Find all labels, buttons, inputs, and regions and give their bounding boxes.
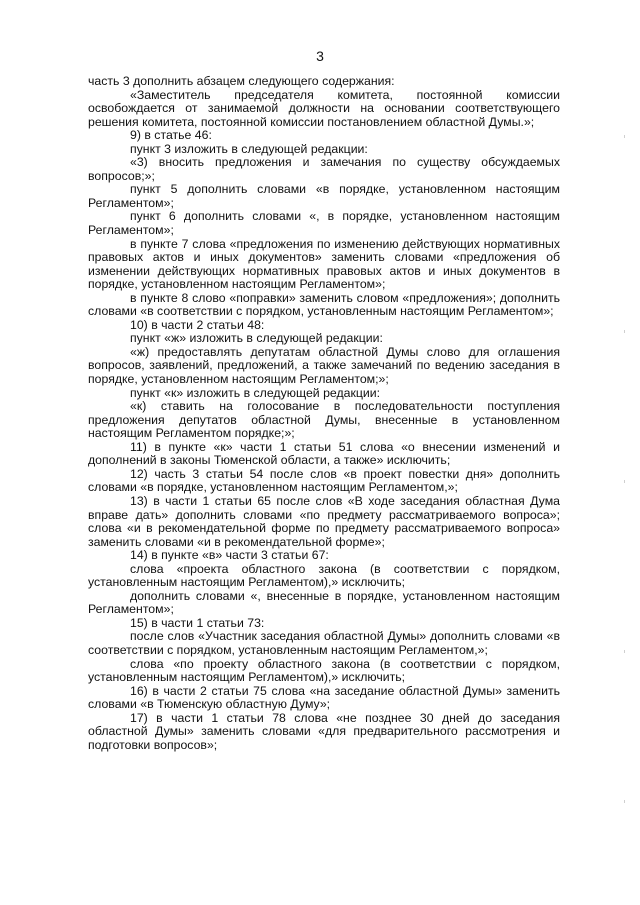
paragraph: пункт 5 дополнить словами «в порядке, установленном настоящим Регламентом»; xyxy=(88,182,560,210)
scan-edge-mark xyxy=(624,480,625,483)
page-number: 3 xyxy=(316,48,324,64)
paragraph: «3) вносить предложения и замечания по существу обсуждаемых вопросов;»; xyxy=(88,155,560,183)
scan-edge-mark xyxy=(624,800,625,803)
paragraph: «Заместитель председателя комитета, постоянной комиссии освобождается от занимаемой должности на основании соответствующего решения комитета, постоянной комиссии постановлением областной Думы.»; xyxy=(88,87,560,129)
paragraph: 11) в пункте «к» части 1 статьи 51 слова «о внесении изменений и дополнений в законы Тюменской области, а также» исключить; xyxy=(88,439,560,468)
paragraph: слова «проекта областного закона (в соответствии с порядком, установленным настоящим Регламентом),» исключить; xyxy=(88,561,560,590)
paragraph: пункт 6 дополнить словами «, в порядке, установленном настоящим Регламентом»; xyxy=(88,209,560,238)
paragraph: «к) ставить на голосование в последовательности поступления предложения депутатов областной Думы, внесенные в установленном настоящим Регламентом порядке;»; xyxy=(88,399,560,441)
paragraph: 15) в части 1 статьи 73: xyxy=(130,615,265,630)
document-body xyxy=(88,75,560,752)
paragraph: 12) часть 3 статьи 54 после слов «в проект повестки дня» дополнить словами «в порядке, установленном настоящим Регламентом,»; xyxy=(88,466,560,495)
paragraph: 17) в части 1 статьи 78 слова «не позднее 30 дней до заседания областной Думы» заменить словами «для предварительного рассмотрения и подготовки вопросов»; xyxy=(88,710,560,752)
paragraph: «ж) предоставлять депутатам областной Думы слово для оглашения вопросов, заявлений, предложений, а также замечаний по ведению заседания в порядке, установленном настоящим Регламентом;»; xyxy=(88,344,560,387)
paragraph: пункт «к» изложить в следующей редакции: xyxy=(130,385,381,400)
paragraph: 10) в части 2 статьи 48: xyxy=(130,317,265,332)
paragraph: пункт «ж» изложить в следующей редакции: xyxy=(130,331,383,346)
paragraph: в пункте 8 слово «поправки» заменить словом «предложения»; дополнить словами «в соответствии с порядком, установленным настоящим Регламентом»; xyxy=(88,290,560,319)
paragraph: часть 3 дополнить абзацем следующего содержания: xyxy=(88,74,395,88)
scan-edge-mark xyxy=(624,650,625,653)
paragraph: после слов «Участник заседания областной Думы» дополнить словами «в соответствии с порядком, установленным настоящим Регламентом,»; xyxy=(88,629,560,657)
paragraph: слова «по проекту областного закона (в соответствии с порядком, установленным настоящим Регламентом),» исключить; xyxy=(88,656,560,685)
scan-edge-mark xyxy=(624,330,625,333)
paragraph: в пункте 7 слова «предложения по изменению действующих нормативных правовых актов и иных документов» заменить словами «предложения об изменении действующих нормативных правовых актов и иных документов в порядке, установленном настоящим Регламентом»; xyxy=(88,236,560,292)
paragraph: 9) в статье 46: xyxy=(130,128,212,143)
paragraph: 16) в части 2 статьи 75 слова «на заседание областной Думы» заменить словами «в Тюменскую областную Думу»; xyxy=(88,683,560,712)
paragraph: пункт 3 изложить в следующей редакции: xyxy=(130,141,368,156)
paragraph: 14) в пункте «в» части 3 статьи 67: xyxy=(130,548,329,563)
paragraph: 13) в части 1 статьи 65 после слов «В ходе заседания областная Дума вправе дать» дополнить словами «по предмету рассматриваемого вопроса»; слова «и в рекомендательной форме по предмету рассматриваемого вопроса» заменить словами «и в рекомендательной форме»; xyxy=(88,493,560,549)
paragraph: дополнить словами «, внесенные в порядке, установленном настоящим Регламентом»; xyxy=(88,588,560,617)
scan-edge-mark xyxy=(624,135,625,138)
